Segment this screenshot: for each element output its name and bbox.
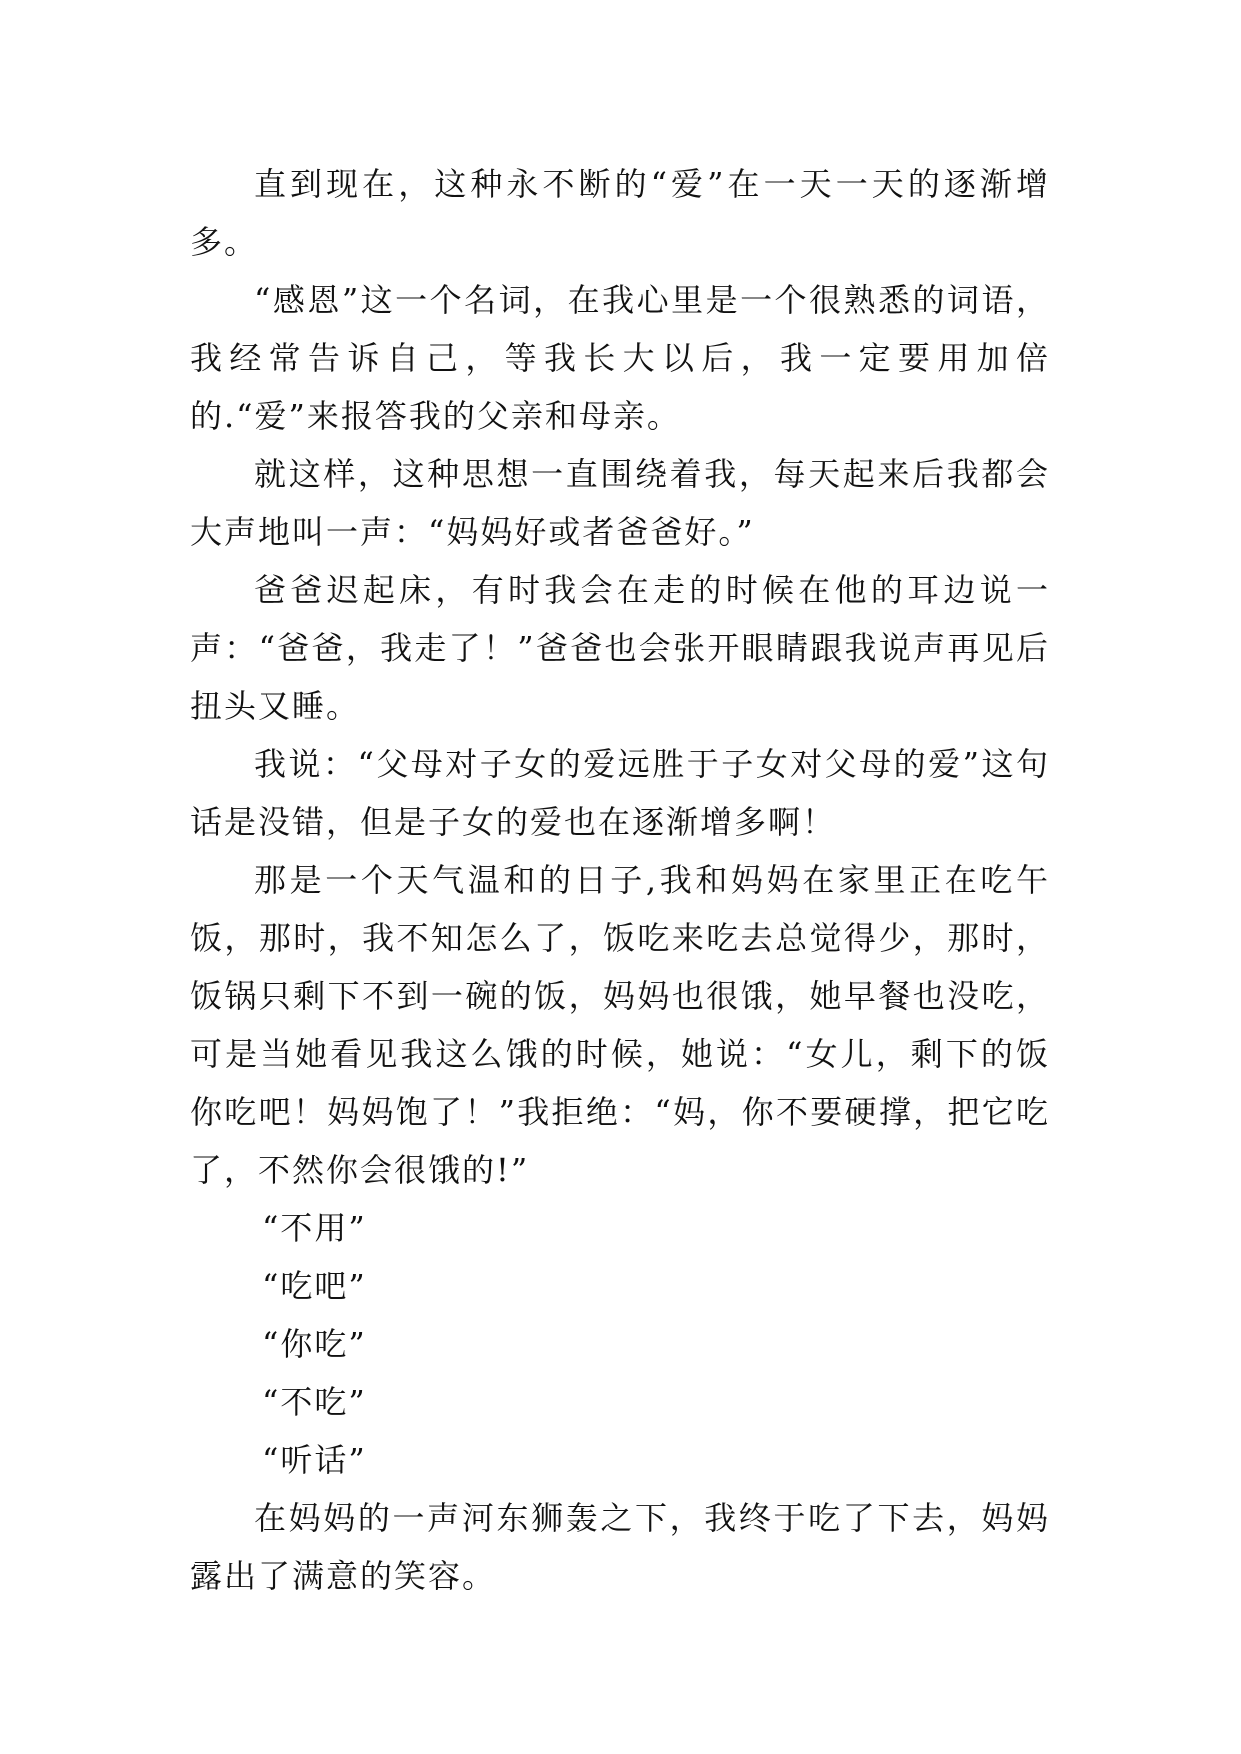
- document-body: [190, 155, 1050, 1605]
- paragraph: 那是一个天气温和的日子,我和妈妈在家里正在吃午饭，那时，我不知怎么了，饭吃来吃去总觉得少，那时，饭锅只剩下不到一碗的饭，妈妈也很饿，她早餐也没吃，可是当她看见我这么饿的时候，她说：“女儿，剩下的饭你吃吧！妈妈饱了！”我拒绝：“妈，你不要硬撑，把它吃了，不然你会很饿的!”: [190, 861, 1050, 1189]
- paragraph: 在妈妈的一声河东狮轰之下，我终于吃了下去，妈妈露出了满意的笑容。: [190, 1499, 1050, 1595]
- paragraph: 我说：“父母对子女的爱远胜于子女对父母的爱”这句话是没错，但是子女的爱也在逐渐增多啊！: [190, 745, 1050, 841]
- dialogue-line: “吃吧”: [262, 1267, 367, 1305]
- dialogue-line: “听话”: [262, 1441, 367, 1479]
- paragraph: “感恩”这一个名词，在我心里是一个很熟悉的词语，我经常告诉自己，等我长大以后，我一定要用加倍的.“爱”来报答我的父亲和母亲。: [190, 281, 1050, 435]
- paragraph: 就这样，这种思想一直围绕着我，每天起来后我都会大声地叫一声：“妈妈好或者爸爸好。”: [190, 455, 1050, 551]
- dialogue-line: “你吃”: [262, 1325, 367, 1363]
- dialogue-line: “不用”: [262, 1209, 367, 1247]
- dialogue-line: “不吃”: [262, 1383, 367, 1421]
- paragraph: 直到现在，这种永不断的“爱”在一天一天的逐渐增多。: [190, 165, 1050, 261]
- paragraph: 爸爸迟起床，有时我会在走的时候在他的耳边说一声：“爸爸，我走了！”爸爸也会张开眼睛跟我说声再见后扭头又睡。: [190, 571, 1050, 725]
